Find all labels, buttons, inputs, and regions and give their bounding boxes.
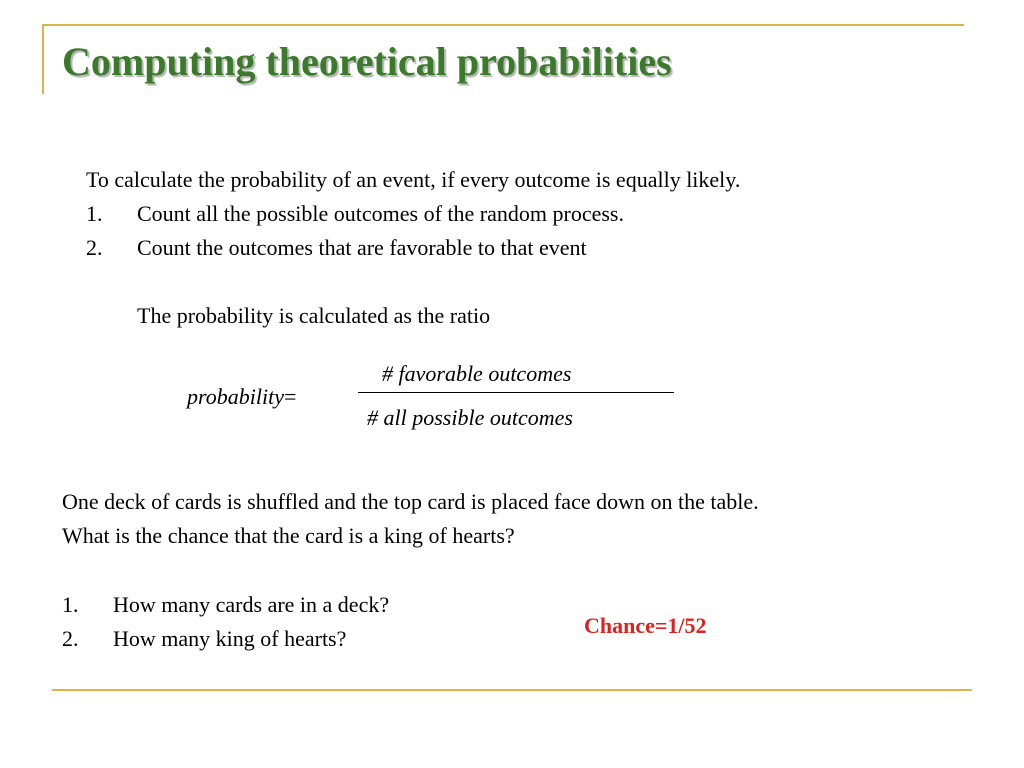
frame-left-accent-line bbox=[42, 26, 44, 94]
formula-denominator: # all possible outcomes bbox=[367, 405, 573, 430]
formula-left-hand-side bbox=[187, 383, 296, 411]
intro-sentence: To calculate the probability of an event, if every outcome is equally likely. bbox=[86, 167, 741, 192]
question-1-number: 1. bbox=[62, 592, 79, 617]
formula-probability-word: probability bbox=[187, 384, 284, 409]
ratio-sentence: The probability is calculated as the ratio bbox=[137, 303, 491, 328]
slide-title: Computing theoretical probabilities bbox=[62, 39, 672, 84]
fraction-bar bbox=[358, 392, 674, 393]
example-line-2: What is the chance that the card is a king of hearts? bbox=[62, 523, 515, 548]
answer-chance: Chance=1/52 bbox=[584, 613, 707, 638]
step-1-text: Count all the possible outcomes of the random process. bbox=[137, 201, 624, 226]
question-1-text: How many cards are in a deck? bbox=[113, 592, 390, 617]
question-2-number: 2. bbox=[62, 626, 79, 651]
step-1-number: 1. bbox=[86, 201, 103, 226]
step-2-text: Count the outcomes that are favorable to that event bbox=[137, 235, 587, 260]
formula-equals-sign: = bbox=[283, 384, 297, 409]
frame-bottom-line bbox=[52, 689, 972, 691]
formula-numerator: # favorable outcomes bbox=[382, 361, 572, 386]
question-2-text: How many king of hearts? bbox=[113, 626, 347, 651]
step-2-number: 2. bbox=[86, 235, 103, 260]
frame-top-line bbox=[42, 24, 964, 26]
example-line-1: One deck of cards is shuffled and the top card is placed face down on the table. bbox=[62, 489, 759, 514]
